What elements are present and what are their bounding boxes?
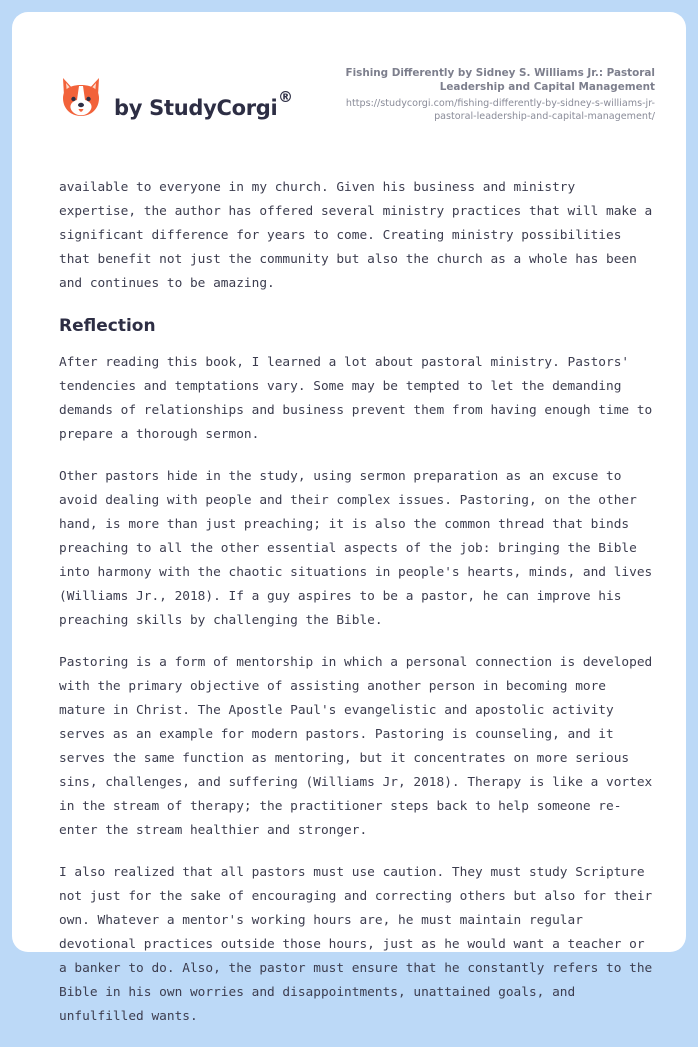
registered-mark: ® — [278, 88, 293, 106]
intro-paragraph: available to everyone in my church. Given his business and ministry expertise, the author has offered several ministry practices that will make a significant difference for years to come. Creating ministry possibilities that benefit not just the community but also the church as a whole has been and continues to be amazing. — [59, 180, 653, 291]
document-page — [12, 12, 686, 1024]
document-title: Fishing Differently by Sidney S. Williams Jr.: Pastoral Leadership and Capital Management — [345, 67, 655, 93]
brand-name: by StudyCorgi — [114, 96, 278, 120]
body-paragraph: I also realized that all pastors must use caution. They must study Scripture not just for the sake of encouraging and correcting others but also for their own. Whatever a mentor's working hours are, he must maintain regular devotional practices outside those hours, just as he would want a teacher or a banker to do. Also, the pastor must ensure that he constantly refers to the Bible in his own worries and disappointments, unattained goals, and unfulfilled wants. — [59, 865, 653, 1024]
document-url[interactable]: https://studycorgi.com/fishing-differently-by-sidney-s-williams-jr-pastoral-leadership-and-capital-management/ — [345, 98, 655, 122]
body-paragraph: After reading this book, I learned a lot about pastoral ministry. Pastors' tendencies and temptations vary. Some may be tempted to let the demanding demands of relationships and business prevent them from having enough time to prepare a thorough sermon. — [59, 355, 653, 442]
page-header — [12, 12, 686, 152]
document-meta — [325, 66, 655, 123]
document-body — [59, 176, 659, 1047]
corgi-logo-icon — [60, 76, 102, 122]
section-heading: Reflection — [59, 316, 156, 336]
body-paragraph: Pastoring is a form of mentorship in which a personal connection is developed with the primary objective of assisting another person in becoming more mature in Christ. The Apostle Paul's evangelistic and apostolic activity serves as an example for modern pastors. Pastoring is counseling, and it serves the same function as mentoring, but it concentrates on more serious sins, challenges, and suffering (Williams Jr, 2018). Therapy is like a vortex in the stream of therapy; the practitioner steps back to help someone re-enter the stream healthier and stronger. — [59, 655, 653, 838]
studycorgi-logo[interactable] — [60, 76, 310, 126]
body-paragraph: Other pastors hide in the study, using sermon preparation as an excuse to avoid dealing with people and their complex issues. Pastoring, on the other hand, is more than just preaching; it is also the common thread that binds preaching to all the other essential aspects of the job: bringing the Bible into harmony with the chaotic situations in people's hearts, minds, and lives (Williams Jr., 2018). If a guy aspires to be a pastor, he can improve his preaching skills by challenging the Bible. — [59, 469, 653, 628]
